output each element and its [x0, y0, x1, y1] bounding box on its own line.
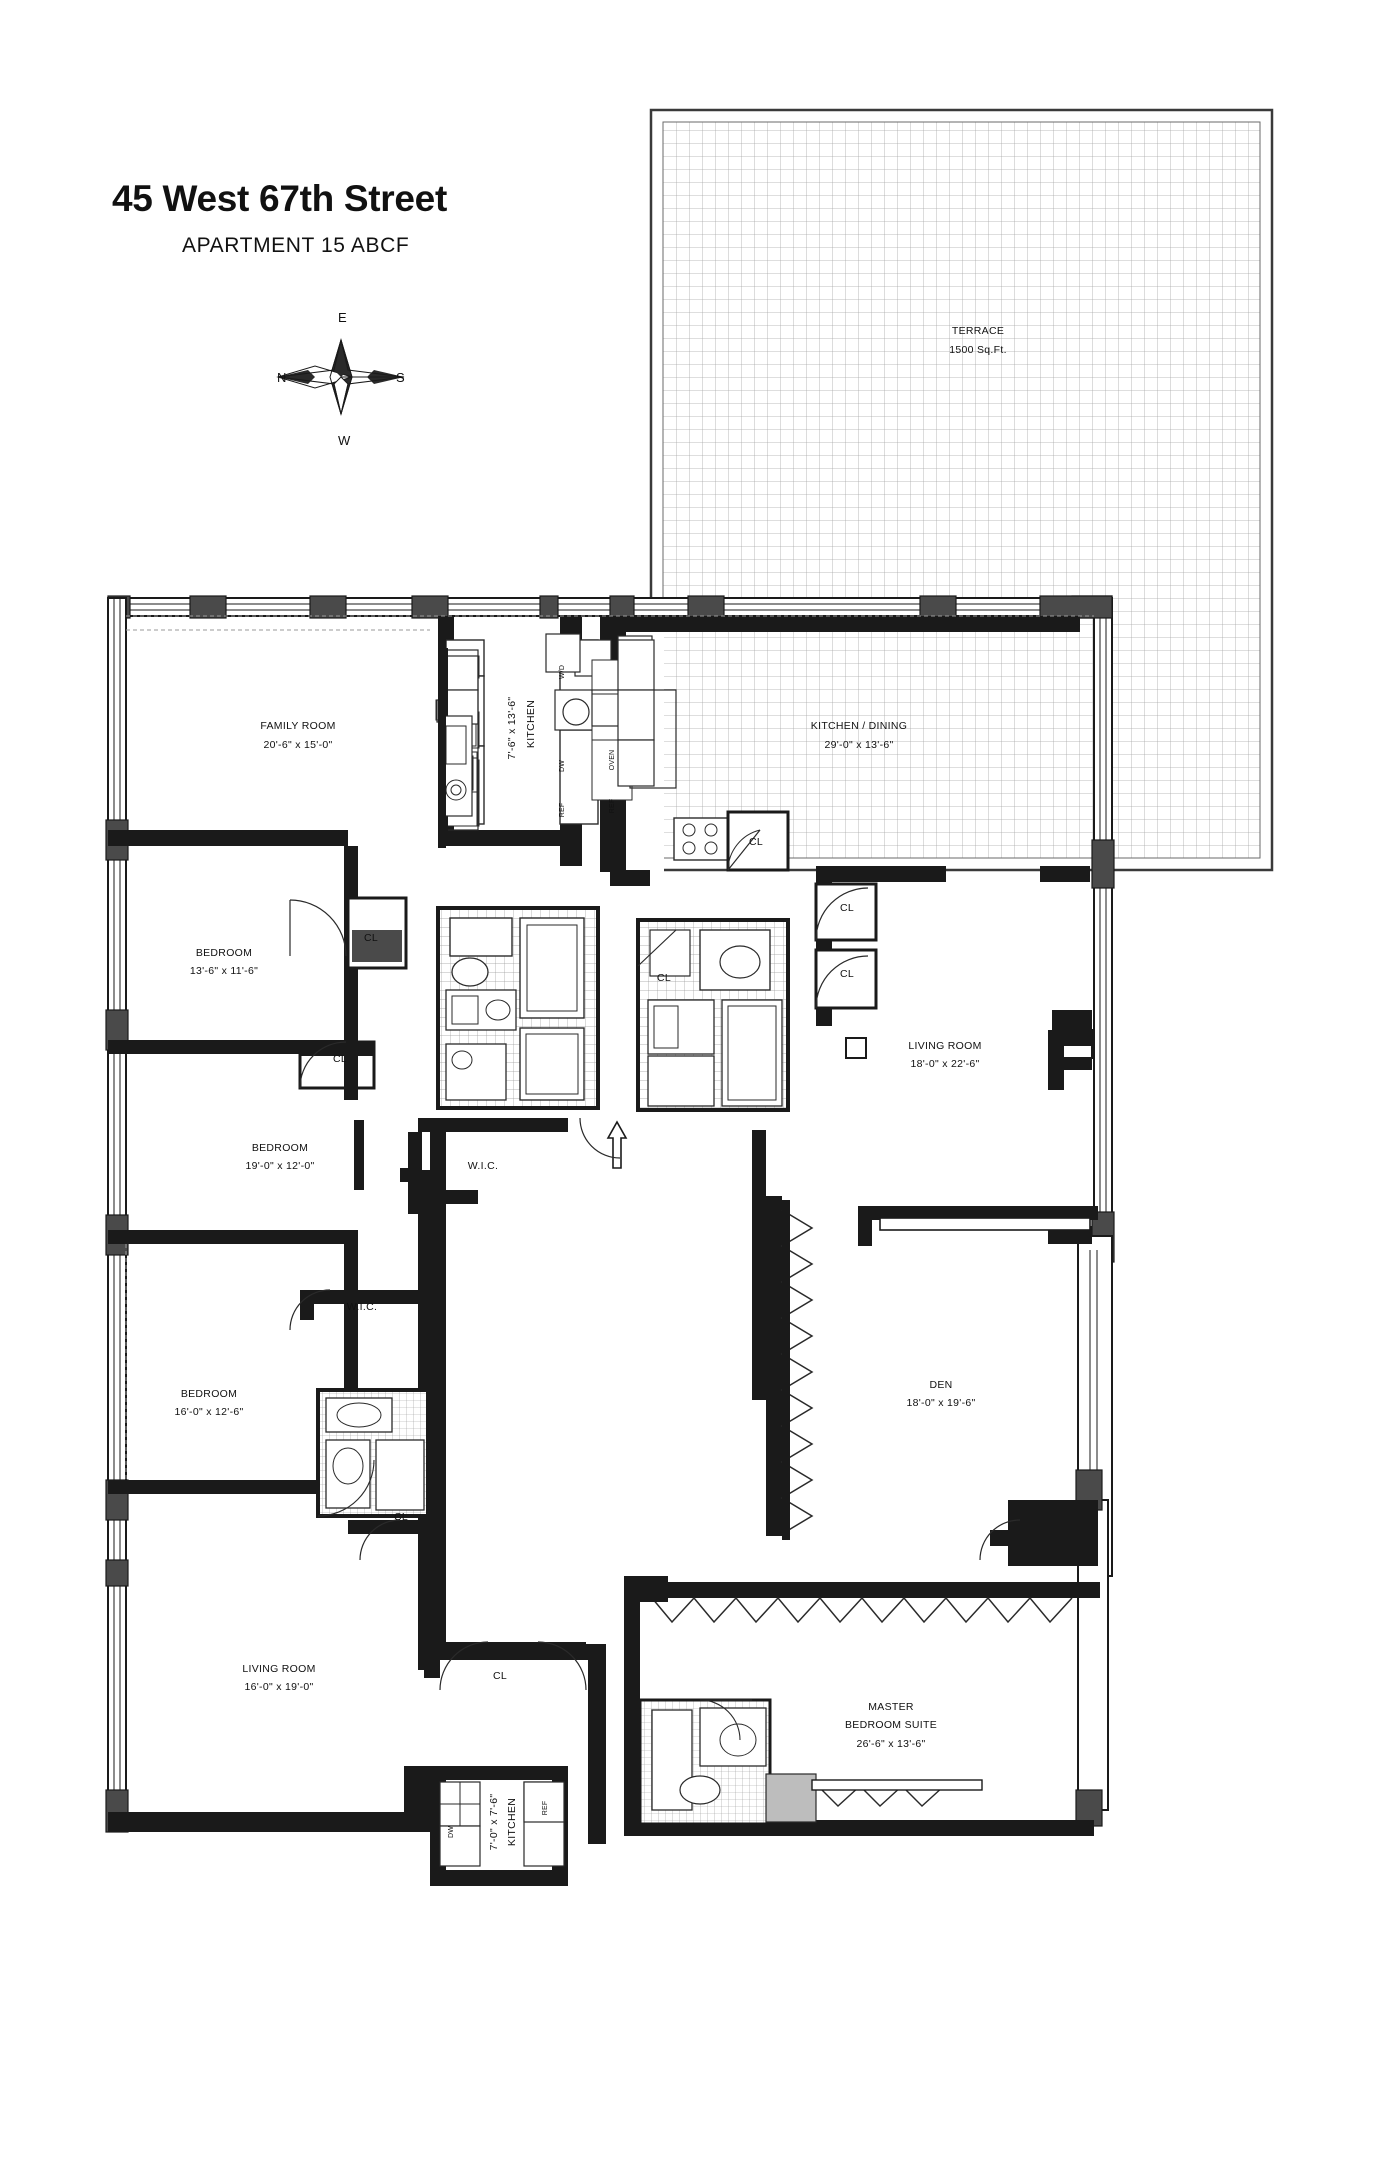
page-subtitle: APARTMENT 15 ABCF [182, 234, 410, 257]
room-family-room-name: FAMILY ROOM [260, 720, 336, 732]
bathroom-upper-right [638, 920, 788, 1110]
room-kitchen-dining-dims: 29'-0" x 13'-6" [824, 739, 894, 751]
appliance-label-dw-lower: DW [448, 1825, 455, 1839]
closet-label-bedroom1: CL [363, 932, 379, 944]
room-bedroom-2-dims: 19'-0" x 12'-0" [245, 1160, 315, 1172]
room-bedroom-3-name: BEDROOM [180, 1388, 238, 1400]
closet-label-bath-right: CL [656, 972, 672, 984]
room-living-room-left-name: LIVING ROOM [242, 1663, 316, 1675]
room-kitchen-upper-name: KITCHEN [525, 699, 537, 749]
terrace-area: 1500 Sq.Ft. [949, 344, 1007, 356]
closet-label-hall-2: CL [492, 1670, 508, 1682]
room-bedroom-1-name: BEDROOM [195, 947, 253, 959]
room-den-dims: 18'-0" x 19'-6" [906, 1397, 976, 1409]
appliance-label-ref-upper: REF [559, 802, 566, 818]
room-family-room-dims: 20'-6" x 15'-0" [263, 739, 333, 751]
appliance-label-ref-dining: REF [609, 798, 616, 814]
compass-label-left: N [277, 370, 287, 385]
terrace-area [604, 110, 1272, 875]
room-living-room-right-dims: 18'-0" x 22'-6" [910, 1058, 980, 1070]
appliance-label-oven: OVEN [609, 749, 616, 771]
closets-lower [348, 1520, 586, 1690]
closet-label-bedroom3: CL [393, 1511, 409, 1523]
den-area [640, 1196, 1100, 1622]
closet-label-living-2: CL [839, 968, 855, 980]
bathroom-lower-left [318, 1390, 428, 1516]
closet-label-hall-1: CL [332, 1053, 348, 1065]
room-master-suite-line1: MASTER [868, 1701, 914, 1713]
master-suite [624, 1576, 1094, 1836]
wic-label-1: W.I.C. [467, 1160, 499, 1172]
compass-label-right: S [396, 370, 405, 385]
room-den-name: DEN [929, 1379, 953, 1391]
room-master-suite-line2: BEDROOM SUITE [845, 1719, 937, 1731]
appliance-label-ref-lower: REF [542, 1800, 549, 1816]
room-living-room-right-name: LIVING ROOM [908, 1040, 982, 1052]
room-kitchen-upper-dims: 7'-6" x 13'-6" [506, 696, 518, 760]
page-title: 45 West 67th Street [112, 178, 447, 219]
bathroom-upper-left [438, 908, 598, 1108]
room-master-suite-dims: 26'-6" x 13'-6" [856, 1738, 926, 1750]
room-kitchen-dining-name: KITCHEN / DINING [810, 720, 908, 732]
appliance-label-wd: W/D [559, 664, 566, 680]
closet-label-living-1: CL [839, 902, 855, 914]
closet-label-kitchen: CL [748, 836, 764, 848]
room-bedroom-3-dims: 16'-0" x 12'-6" [174, 1406, 244, 1418]
room-bedroom-2-name: BEDROOM [251, 1142, 309, 1154]
room-kitchen-lower-dims: 7'-0" x 7'-6" [488, 1793, 500, 1851]
compass-label-bottom: W [338, 433, 351, 448]
room-kitchen-lower-name: KITCHEN [506, 1797, 518, 1847]
wic-label-2: W.I.C. [346, 1301, 378, 1313]
walk-in-closets [290, 1118, 620, 1330]
room-bedroom-1-dims: 13'-6" x 11'-6" [189, 965, 259, 977]
compass-rose [278, 340, 404, 414]
compass-label-top: E [338, 310, 347, 325]
living-room-left [108, 1766, 430, 1832]
appliance-label-dw: DW [559, 759, 566, 773]
living-room-right [816, 866, 1098, 1246]
terrace-name: TERRACE [951, 325, 1005, 337]
room-living-room-left-dims: 16'-0" x 19'-0" [244, 1681, 314, 1693]
